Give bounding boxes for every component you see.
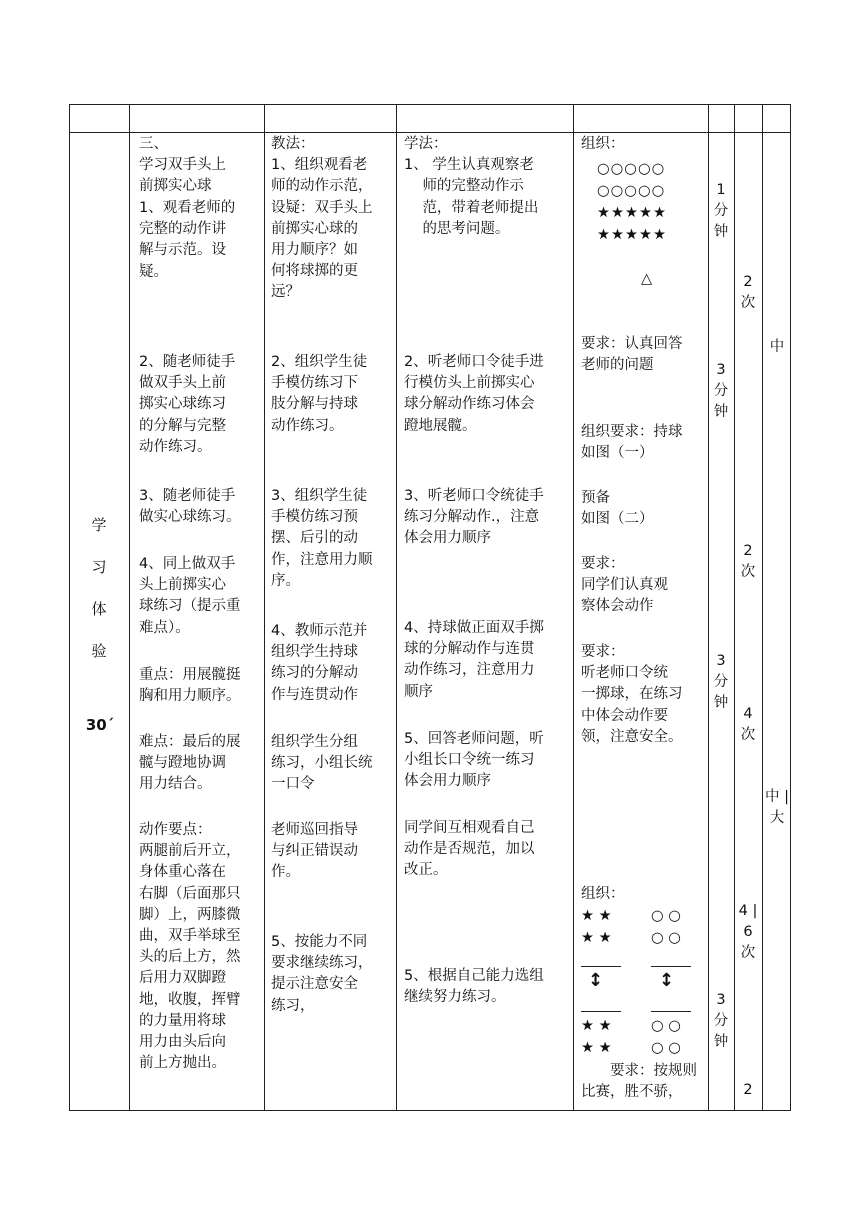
time-value: 3 分 钟 xyxy=(713,362,729,420)
line-marker xyxy=(581,966,621,967)
arrow-icon: ↕ xyxy=(659,970,675,991)
intensity-value: 中 xyxy=(769,339,785,355)
content-block: 重点：用展髋挺 胸和用力顺序。 xyxy=(139,667,241,705)
org-footer: 要求：按规则 比赛，胜不骄， xyxy=(581,1063,697,1101)
content-block: 1、观看老师的 完整的动作讲 解与示范。设 疑。 xyxy=(139,200,236,280)
col-divider xyxy=(573,104,574,1111)
pair-stars: ★ ★ xyxy=(581,930,612,946)
student-block: 5、根据自己能力选组 继续努力练习。 xyxy=(404,968,544,1006)
row-divider xyxy=(69,132,791,133)
section-label-char: 学 xyxy=(91,516,107,534)
time-value: 3 分 钟 xyxy=(713,653,729,711)
col-divider xyxy=(708,104,709,1111)
teacher-block: 组织学生分组 练习，小组长统 一口令 xyxy=(271,734,373,793)
student-block: 5、回答老师问题，听 小组长口令统一练习 体会用力顺序 xyxy=(404,731,544,790)
org-block: 要求：认真回答 老师的问题 xyxy=(581,336,683,374)
content-title: 三、 学习双手头上 前掷实心球 xyxy=(139,136,226,195)
content-block: 2、随老师徒手 做双手头上前 掷实心球练习 的分解与完整 动作练习。 xyxy=(139,354,236,455)
intensity-value: 中 | 大 xyxy=(765,789,789,826)
formation-row: ★★★★★ xyxy=(597,227,667,243)
teacher-block: 教法： 1、组织观看老 师的动作示范， 设疑：双手头上 前掷实心球的 用力顺序？如 何将球掷的更 远？ xyxy=(271,136,373,301)
count-value: 4 次 xyxy=(740,706,756,743)
teacher-block: 老师巡回指导 与纠正错误动 作。 xyxy=(271,822,358,881)
student-block: 2、听老师口令徒手进 行模仿头上前掷实心 球分解动作练习体会 蹬地展髋。 xyxy=(404,354,544,434)
teacher-block: 3、组织学生徒 手模仿练习预 摆、后引的动 作，注意用力顺 序。 xyxy=(271,488,373,589)
pair-stars: ★ ★ xyxy=(581,908,612,924)
col-divider xyxy=(264,104,265,1111)
arrow-icon: ↕ xyxy=(588,970,604,991)
section-duration: 30´ xyxy=(85,716,115,734)
student-block: 3、听老师口令统徒手 练习分解动作.，注意 体会用力顺序 xyxy=(404,488,544,547)
content-block: 动作要点： 两腿前后开立， 身体重心落在 右脚（后面那只 脚）上，两膝微 曲，双手举球至 头的后上方，然 后用力双脚蹬 地，收腹，挥臂 的力量用将球 用力由头后向 前上方抛出。 xyxy=(139,822,241,1072)
org-block: 要求： 同学们认真观 察体会动作 xyxy=(581,556,668,615)
org-label: 组织： xyxy=(581,886,625,902)
count-value: 2 xyxy=(743,1082,753,1098)
org-block: 要求： 听老师口令统 一掷球，在练习 中体会动作要 领，注意安全。 xyxy=(581,644,683,745)
col-divider xyxy=(762,104,763,1111)
col-divider xyxy=(129,104,130,1111)
teacher-block: 5、按能力不同 要求继续练习， 提示注意安全 练习， xyxy=(271,934,373,1014)
table-border-right xyxy=(790,104,791,1111)
teacher-block: 4、教师示范并 组织学生持球 练习的分解动 作与连贯动作 xyxy=(271,623,368,703)
lesson-plan-table xyxy=(69,104,791,1111)
org-block: 预备 如图（二） xyxy=(581,490,654,528)
formation-row: ○○○○○ xyxy=(597,183,666,199)
time-value: 1 分 钟 xyxy=(713,182,729,240)
student-block: 同学间互相观看自己 动作是否规范，加以 改正。 xyxy=(404,820,535,879)
count-value: 2 次 xyxy=(740,543,756,580)
col-divider xyxy=(396,104,397,1111)
content-block: 4、同上做双手 头上前掷实心 球练习（提示重 难点）。 xyxy=(139,556,241,636)
section-label-char: 验 xyxy=(91,642,107,660)
student-block: 4、持球做正面双手掷 球的分解动作与连贯 动作练习，注意用力 顺序 xyxy=(404,620,544,700)
table-border-bottom xyxy=(69,1110,791,1111)
formation-row: ★★★★★ xyxy=(597,205,667,221)
table-border-top xyxy=(69,104,791,105)
section-label-char: 习 xyxy=(91,558,107,576)
line-marker xyxy=(651,966,691,967)
pair-circles: ○ ○ xyxy=(651,930,681,946)
time-value: 3 分 钟 xyxy=(713,992,729,1050)
col-divider xyxy=(69,104,70,1111)
content-block: 难点：最后的展 髋与蹬地协调 用力结合。 xyxy=(139,734,241,793)
count-value: 2 次 xyxy=(740,274,756,311)
pair-stars: ★ ★ xyxy=(581,1018,612,1034)
pair-circles: ○ ○ xyxy=(651,908,681,924)
count-value: 4 | 6 次 xyxy=(738,903,758,961)
teacher-block: 2、组织学生徒 手模仿练习下 肢分解与持球 动作练习。 xyxy=(271,354,368,434)
student-block: 学法： 1、 学生认真观察老 师的完整动作示 范，带着老师提出 的思考问题。 xyxy=(404,136,539,237)
org-block: 组织要求：持球 如图（一） xyxy=(581,424,683,462)
pair-circles: ○ ○ xyxy=(651,1018,681,1034)
pair-stars: ★ ★ xyxy=(581,1040,612,1056)
col-divider xyxy=(734,104,735,1111)
pair-circles: ○ ○ xyxy=(651,1040,681,1056)
teacher-position-icon: △ xyxy=(641,271,653,287)
section-label-char: 体 xyxy=(91,600,107,618)
org-label: 组织： xyxy=(581,136,625,152)
line-marker xyxy=(651,1011,691,1012)
content-block: 3、随老师徒手 做实心球练习。 xyxy=(139,488,241,526)
formation-row: ○○○○○ xyxy=(597,161,666,177)
line-marker xyxy=(581,1011,621,1012)
